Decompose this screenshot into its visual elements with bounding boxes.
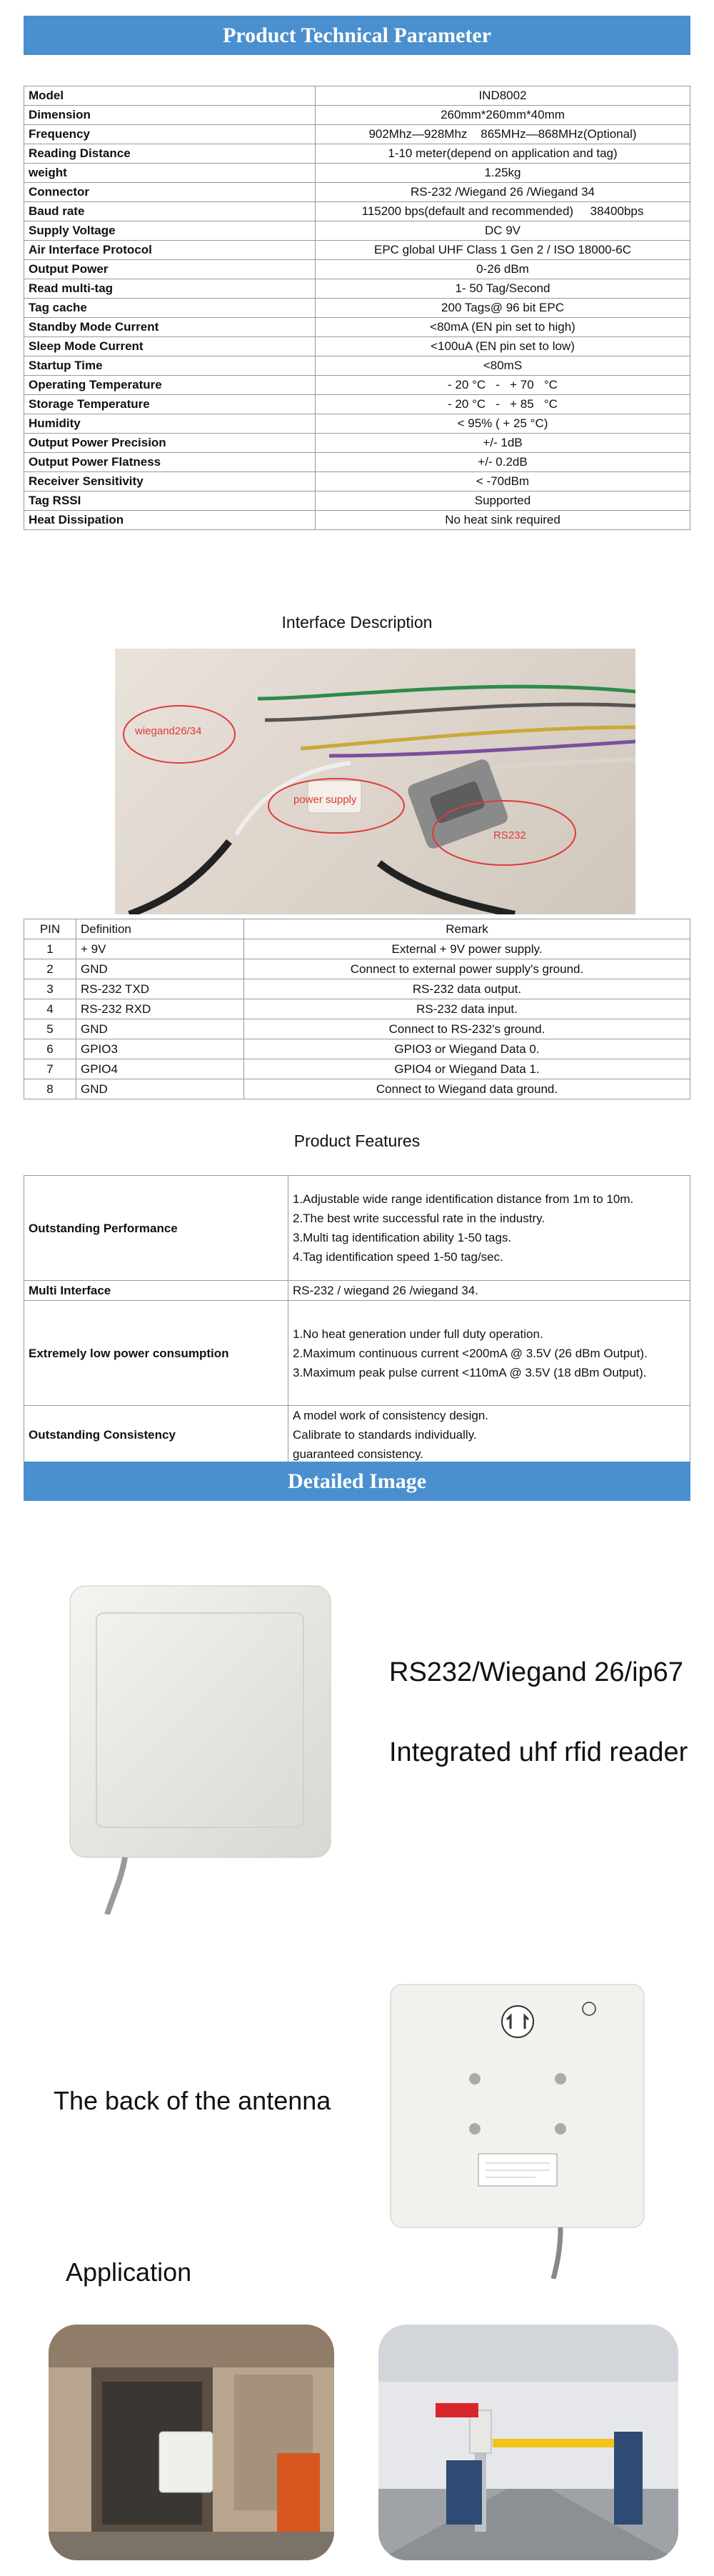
feature-line: 1.Adjustable wide range identification distance from 1m to 10m. [293, 1192, 634, 1206]
pin-row [24, 939, 690, 959]
spec-row [24, 183, 690, 202]
spec-row [24, 376, 690, 395]
spec-key: Baud rate [24, 202, 316, 221]
spec-row [24, 221, 690, 241]
spec-key: Output Power Precision [24, 434, 316, 453]
params-banner: Product Technical Parameter [24, 16, 690, 55]
features-table [24, 1175, 690, 1464]
pin-table [24, 919, 690, 1099]
caption-back: The back of the antenna [54, 2086, 331, 2115]
pin-number: 1 [24, 939, 76, 959]
spec-value: IND8002 [316, 86, 690, 106]
pin-row [24, 1019, 690, 1039]
pin-definition: GND [76, 1019, 244, 1039]
spec-key: Receiver Sensitivity [24, 472, 316, 491]
feature-line: 2.Maximum continuous current <200mA @ 3.5V (26 dBm Output). [293, 1346, 648, 1360]
spec-row [24, 472, 690, 491]
pin-header: PIN [24, 919, 76, 939]
spec-row [24, 241, 690, 260]
spec-key: Output Power [24, 260, 316, 279]
pin-row [24, 1039, 690, 1059]
spec-value: 1- 50 Tag/Second [316, 279, 690, 299]
spec-row [24, 106, 690, 125]
spec-value: 260mm*260mm*40mm [316, 106, 690, 125]
power-label: power supply [293, 794, 357, 806]
spec-table [24, 86, 690, 530]
spec-value: < -70dBm [316, 472, 690, 491]
spec-key: Connector [24, 183, 316, 202]
spec-key: Sleep Mode Current [24, 337, 316, 356]
spec-value: < 95% ( + 25 °C) [316, 414, 690, 434]
feature-line: 1.No heat generation under full duty operation. [293, 1327, 543, 1341]
spec-key: Output Power Flatness [24, 453, 316, 472]
pin-number: 7 [24, 1059, 76, 1079]
detail-banner: Detailed Image [24, 1462, 690, 1501]
feature-line: RS-232 / wiegand 26 /wiegand 34. [293, 1284, 478, 1297]
spec-key: Tag RSSI [24, 491, 316, 511]
spec-row [24, 337, 690, 356]
spec-value: +/- 1dB [316, 434, 690, 453]
pin-remark: GPIO4 or Wiegand Data 1. [244, 1059, 690, 1079]
pin-definition: + 9V [76, 939, 244, 959]
wiegand-label: wiegand26/34 [135, 725, 202, 737]
spec-key: Air Interface Protocol [24, 241, 316, 260]
pin-definition: GND [76, 959, 244, 979]
feature-line: 4.Tag identification speed 1-50 tag/sec. [293, 1250, 503, 1264]
feature-detail [288, 1281, 690, 1301]
spec-row [24, 491, 690, 511]
feature-line: guaranteed consistency. [293, 1447, 424, 1461]
spec-key: Startup Time [24, 356, 316, 376]
spec-value: 902Mhz—928Mhz 865MHz—868MHz(Optional) [316, 125, 690, 144]
pin-number: 6 [24, 1039, 76, 1059]
spec-value: 1.25kg [316, 164, 690, 183]
spec-value: No heat sink required [316, 511, 690, 530]
pin-row [24, 979, 690, 999]
spec-key: Tag cache [24, 299, 316, 318]
spec-key: Standby Mode Current [24, 318, 316, 337]
application-photo-building [49, 2325, 334, 2560]
spec-value: 1-10 meter(depend on application and tag) [316, 144, 690, 164]
spec-value: - 20 °C - + 85 °C [316, 395, 690, 414]
pin-row [24, 959, 690, 979]
spec-row [24, 318, 690, 337]
spec-value: <80mA (EN pin set to high) [316, 318, 690, 337]
spec-key: Heat Dissipation [24, 511, 316, 530]
cable-illustration [115, 649, 635, 914]
spec-row [24, 395, 690, 414]
spec-row [24, 434, 690, 453]
pin-row [24, 1079, 690, 1099]
application-title: Application [66, 2257, 192, 2287]
spec-key: Model [24, 86, 316, 106]
feature-line: 3.Multi tag identification ability 1-50 tags. [293, 1231, 512, 1244]
spec-value: 115200 bps(default and recommended) 38400bps [316, 202, 690, 221]
feature-row [24, 1406, 690, 1464]
interface-photo [115, 649, 635, 914]
spec-row [24, 453, 690, 472]
feature-row [24, 1176, 690, 1281]
feature-line: 3.Maximum peak pulse current <110mA @ 3.5V (18 dBm Output). [293, 1365, 647, 1379]
spec-row [24, 414, 690, 434]
spec-key: Storage Temperature [24, 395, 316, 414]
pin-remark: Connect to RS-232's ground. [244, 1019, 690, 1039]
pin-definition: GPIO4 [76, 1059, 244, 1079]
feature-detail [288, 1176, 690, 1281]
spec-key: Read multi-tag [24, 279, 316, 299]
feature-heading: Extremely low power consumption [24, 1301, 288, 1406]
spec-key: Humidity [24, 414, 316, 434]
feature-heading: Outstanding Consistency [24, 1406, 288, 1464]
interface-title: Interface Description [281, 613, 433, 631]
feature-line: 2.The best write successful rate in the industry. [293, 1212, 545, 1225]
remark-header: Remark [244, 919, 690, 939]
pin-definition: RS-232 TXD [76, 979, 244, 999]
feature-heading: Multi Interface [24, 1281, 288, 1301]
spec-row [24, 299, 690, 318]
spec-row [24, 356, 690, 376]
spec-row [24, 86, 690, 106]
spec-value: <80mS [316, 356, 690, 376]
spec-row [24, 260, 690, 279]
spec-value: 200 Tags@ 96 bit EPC [316, 299, 690, 318]
spec-key: Supply Voltage [24, 221, 316, 241]
spec-value: <100uA (EN pin set to low) [316, 337, 690, 356]
spec-key: weight [24, 164, 316, 183]
spec-value: 0-26 dBm [316, 260, 690, 279]
spec-value: Supported [316, 491, 690, 511]
features-title: Product Features [293, 1132, 421, 1150]
pin-row [24, 1059, 690, 1079]
pin-definition: GPIO3 [76, 1039, 244, 1059]
pin-number: 4 [24, 999, 76, 1019]
feature-row [24, 1281, 690, 1301]
spec-row [24, 144, 690, 164]
pin-remark: External + 9V power supply. [244, 939, 690, 959]
feature-row [24, 1301, 690, 1406]
pin-remark: RS-232 data output. [244, 979, 690, 999]
spec-value: DC 9V [316, 221, 690, 241]
spec-value: - 20 °C - + 70 °C [316, 376, 690, 395]
pin-number: 8 [24, 1079, 76, 1099]
feature-detail [288, 1301, 690, 1406]
spec-row [24, 511, 690, 530]
pin-remark: GPIO3 or Wiegand Data 0. [244, 1039, 690, 1059]
pin-remark: Connect to external power supply's ground. [244, 959, 690, 979]
spec-row [24, 202, 690, 221]
spec-value: EPC global UHF Class 1 Gen 2 / ISO 18000-6C [316, 241, 690, 260]
spec-key: Dimension [24, 106, 316, 125]
feature-heading: Outstanding Performance [24, 1176, 288, 1281]
spec-key: Frequency [24, 125, 316, 144]
feature-line: A model work of consistency design. [293, 1409, 489, 1422]
feature-detail [288, 1406, 690, 1464]
antenna-back-photo [382, 1979, 653, 2279]
pin-number: 3 [24, 979, 76, 999]
caption-rs232: RS232/Wiegand 26/ip67 [389, 1657, 683, 1687]
spec-row [24, 164, 690, 183]
spec-key: Operating Temperature [24, 376, 316, 395]
spec-row [24, 125, 690, 144]
pin-number: 5 [24, 1019, 76, 1039]
antenna-front-photo [57, 1579, 343, 1914]
feature-line: Calibrate to standards individually. [293, 1428, 477, 1442]
pin-definition: RS-232 RXD [76, 999, 244, 1019]
caption-integrated: Integrated uhf rfid reader [389, 1737, 688, 1767]
application-photo-parking [378, 2325, 678, 2560]
spec-value: +/- 0.2dB [316, 453, 690, 472]
pin-row [24, 999, 690, 1019]
pin-number: 2 [24, 959, 76, 979]
definition-header: Definition [76, 919, 244, 939]
spec-row [24, 279, 690, 299]
pin-definition: GND [76, 1079, 244, 1099]
rs232-label: RS232 [493, 829, 526, 842]
pin-remark: Connect to Wiegand data ground. [244, 1079, 690, 1099]
pin-remark: RS-232 data input. [244, 999, 690, 1019]
spec-value: RS-232 /Wiegand 26 /Wiegand 34 [316, 183, 690, 202]
spec-key: Reading Distance [24, 144, 316, 164]
